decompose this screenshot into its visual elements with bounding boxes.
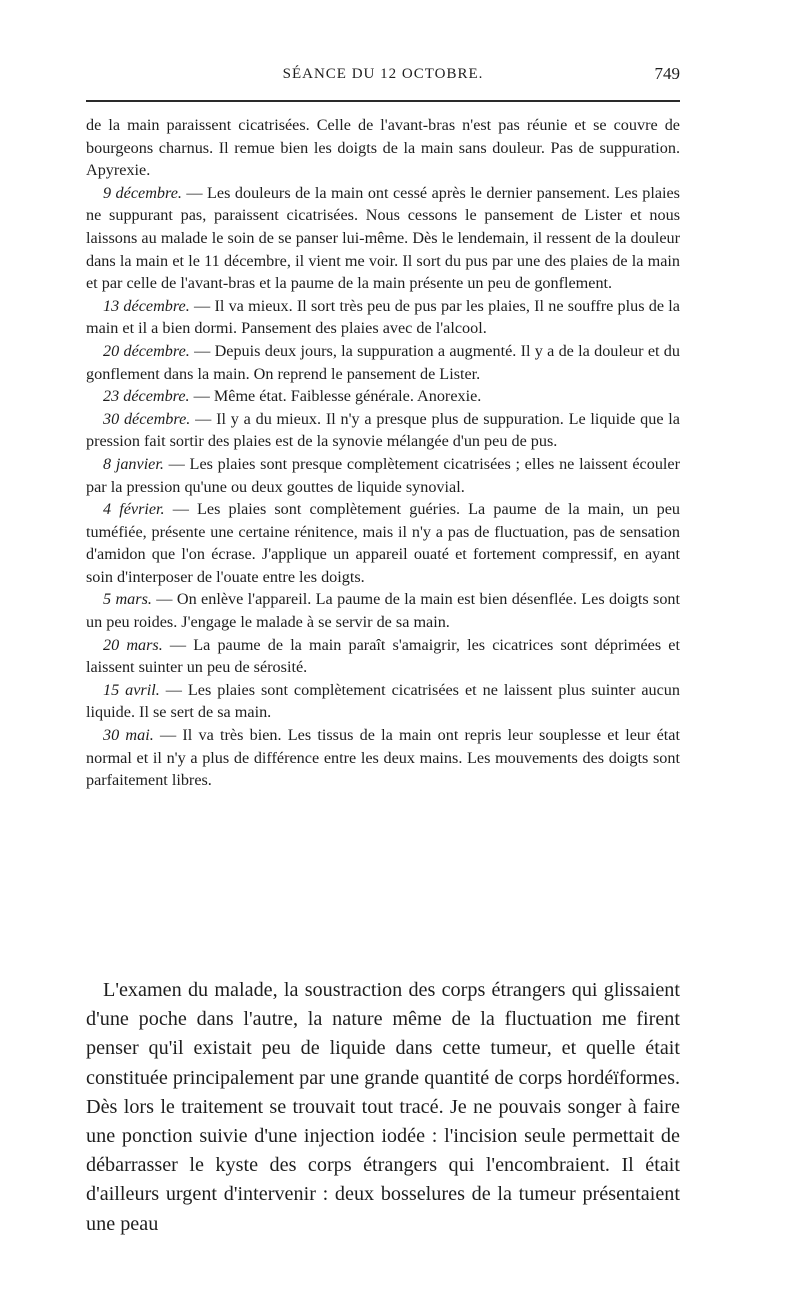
body-text [86, 976, 680, 1239]
page-number: 749 [654, 64, 680, 83]
case-note [86, 588, 680, 633]
entry-text: — Les plaies sont complètement cicatrisées et ne laissent plus suinter aucun liquide. Il se sert de sa main. [86, 680, 680, 722]
entry-text: — Il y a du mieux. Il n'y a presque plus de suppuration. Le liquide que la pression fait sortir des plaies est de la synovie mélangée d'un peu de pus. [86, 409, 680, 451]
entry-text: — Les plaies sont presque complètement cicatrisées ; elles ne laissent écouler par la pression qu'une ou deux gouttes de liquide synovial. [86, 454, 680, 496]
entry-date: 23 décembre. [103, 387, 190, 406]
entry-text: — Les plaies sont complètement guéries. La paume de la main, un peu tuméfiée, présente une certaine rénitence, mais il n'y a pas de fluctuation, pas de sensation d'amidon que l'on écrase. J'applique un appareil ouaté et fortement compressif, en ayant soin d'interposer de l'ouate entre les doigts. [86, 500, 680, 586]
entry-text: — Même état. Faiblesse générale. Anorexie. [189, 387, 482, 406]
running-head: SÉANCE DU 12 OCTOBRE. [282, 66, 484, 82]
entry-text: de la main paraissent cicatrisées. Celle de l'avant-bras n'est pas réunie et se couvre de bourgeons charnus. Il remue bien les doigts de la main sans douleur. Pas de suppuration. Apyrexie. [86, 116, 680, 180]
case-note [86, 498, 680, 588]
entry-text: — On enlève l'appareil. La paume de la main est bien désenflée. Les doigts sont un peu roides. J'engage le malade à se servir de sa main. [86, 590, 681, 632]
entry-text: — Il va très bien. Les tissus de la main ont repris leur souplesse et leur état normal et il n'y a plus de différence entre les deux mains. Les mouvements des doigts sont parfaitement libres. [86, 726, 680, 790]
case-note [86, 340, 680, 385]
entry-date: 4 février. [103, 500, 165, 519]
case-note [86, 408, 680, 453]
case-note [86, 453, 680, 498]
body-paragraph: L'examen du malade, la soustraction des corps étrangers qui glissaient d'une poche dans l'autre, la nature même de la fluctuation me firent penser qu'il existait peu de liquide dans cette tumeur, et quelle était constituée principalement par une grande quantité de corps hordéïformes. Dès lors le traitement se trouvait tout tracé. Je ne pouvais songer à faire une ponction suivie d'une injection iodée : l'incision seule permettait de débarrasser le kyste des corps étrangers qui l'encombraient. Il était d'ailleurs urgent d'intervenir : deux bosselures de la tumeur présentaient une peau [86, 979, 680, 1235]
case-note [86, 634, 680, 679]
entry-date: 30 mai. [103, 726, 154, 745]
case-notes [86, 114, 680, 792]
entry-text: — La paume de la main paraît s'amaigrir, les cicatrices sont déprimées et laissent suinter un peu de sérosité. [86, 635, 680, 677]
entry-text: — Depuis deux jours, la suppuration a augmenté. Il y a de la douleur et du gonflement dans la main. On reprend le pansement de Lister. [86, 341, 680, 383]
entry-date: 13 décembre. [103, 296, 190, 315]
case-note-continuation [86, 114, 680, 182]
case-note [86, 182, 680, 295]
entry-date: 8 janvier. [103, 454, 164, 473]
entry-date: 5 mars. [103, 590, 152, 609]
entry-date: 15 avril. [103, 680, 160, 699]
entry-date: 30 décembre. [103, 409, 191, 428]
entry-date: 20 décembre. [103, 341, 190, 360]
case-note [86, 385, 680, 408]
case-note [86, 679, 680, 724]
entry-date: 9 décembre. [103, 183, 182, 202]
entry-text: — Les douleurs de la main ont cessé après le dernier pansement. Les plaies ne suppurant pas, paraissent cicatrisées. Nous cessons le pansement de Lister et nous laissons au malade le soin de se panser lui-même. Dès le lendemain, il ressent de la douleur dans la main et le 11 décembre, il vient me voir. Il sort du pus par une des plaies de la main et par celle de l'avant-bras et la paume de la main présente un peu de gonflement. [86, 183, 680, 293]
entry-text: — Il va mieux. Il sort très peu de pus par les plaies, Il ne souffre plus de la main et il a bien dormi. Pansement des plaies avec de l'alcool. [86, 296, 680, 338]
header-rule [86, 100, 680, 102]
case-note [86, 724, 680, 792]
page-header [86, 62, 680, 92]
case-note [86, 295, 680, 340]
entry-date: 20 mars. [103, 635, 163, 654]
